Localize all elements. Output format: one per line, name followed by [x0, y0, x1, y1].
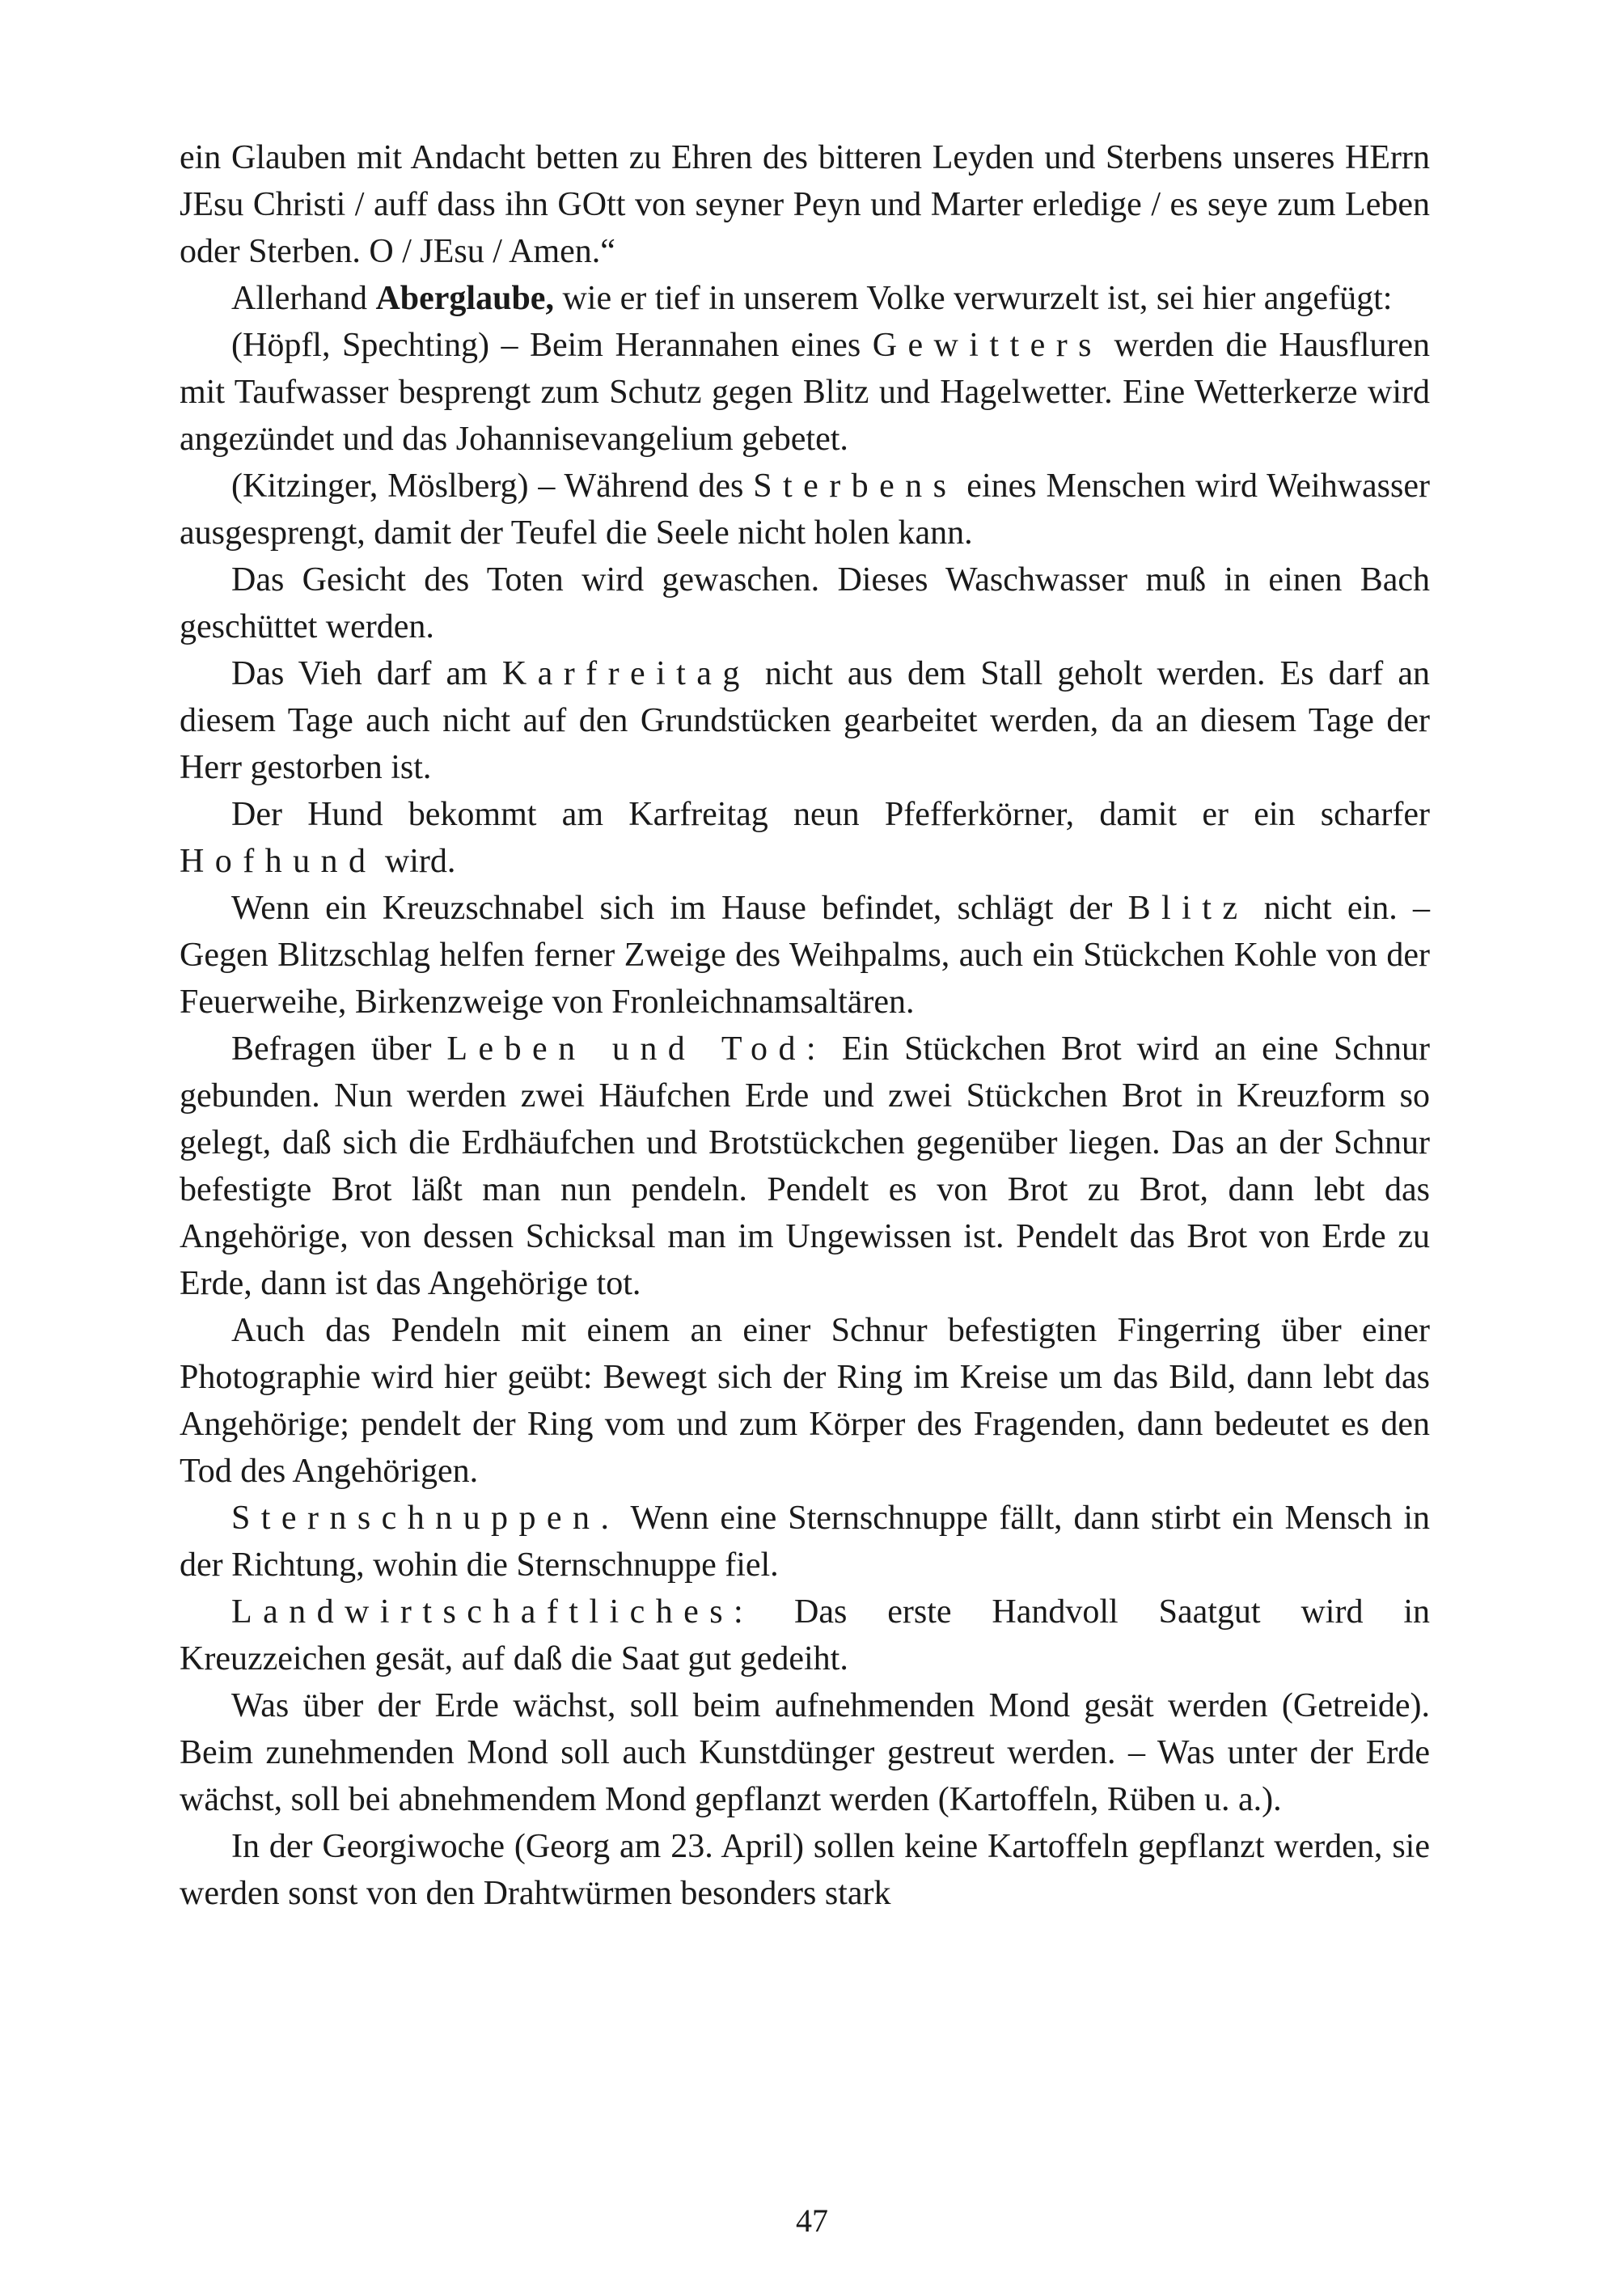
paragraph — [180, 1026, 1430, 1307]
text-run: Auch das Pendeln mit einem an einer Schnur befestigten Fingerring über einer Photographie wird hier geübt: Bewegt sich der Ring im Kreise um das Bild, dann lebt das Angehörige; pendelt der Ring vom und zum Körper des Fragenden, dann bedeutet es den Tod des Angehörigen. — [180, 1312, 1430, 1490]
text-run: wird. — [376, 843, 456, 880]
paragraph — [180, 1589, 1430, 1682]
paragraph — [180, 885, 1430, 1026]
page-number: 47 — [796, 2202, 828, 2239]
text-run: nicht ein. – Gegen Blitzschlag helfen ferner Zweige des Weihpalms, auch ein Stückchen Kohle von der Feuerweihe, Birkenzweige von Fronleichnamsaltären. — [180, 890, 1430, 1021]
paragraph — [180, 463, 1430, 556]
text-run: eines Menschen wird Weihwasser ausgesprengt, damit der Teufel die Seele nicht holen kann. — [180, 467, 1430, 552]
paragraph — [180, 1823, 1430, 1917]
paragraph — [180, 1495, 1430, 1589]
spaced-emphasis: Leben und Tod: — [446, 1030, 827, 1068]
text-run: Das Vieh darf am — [231, 655, 502, 692]
paragraph — [180, 1682, 1430, 1823]
bold-emphasis: Aberglaube, — [375, 280, 554, 317]
text-run: (Höpfl, Spechting) – Beim Herannahen eines — [231, 327, 873, 364]
text-run: Ein Stückchen Brot wird an eine Schnur gebunden. Nun werden zwei Häufchen Erde und zwei Stückchen Brot in Kreuzform so gelegt, daß sich die Erdhäufchen und Brotstückchen gegenüber liegen. Das an der Schnur befestigte Brot läßt man nun pendeln. Pendelt es von Brot zu Brot, dann lebt das Angehörige, von dessen Schicksal man im Ungewissen ist. Pendelt das Brot von Erde zu Erde, dann ist das Angehörige tot. — [180, 1030, 1431, 1302]
paragraph — [180, 322, 1430, 463]
paragraph — [180, 275, 1430, 322]
text-run: Der Hund bekommt am Karfreitag neun Pfefferkörner, damit er ein scharfer — [231, 796, 1430, 833]
paragraph — [180, 556, 1430, 650]
spaced-emphasis: Blitz — [1127, 890, 1249, 927]
page-body — [180, 134, 1430, 1917]
text-run: Allerhand — [231, 280, 376, 317]
text-run: Das erste Handvoll Saatgut wird in Kreuzzeichen gesät, auf daß die Saat gut gedeiht. — [180, 1593, 1430, 1677]
text-run: In der Georgiwoche (Georg am 23. April) sollen keine Kartoffeln gepflanzt werden, sie werden sonst von den Drahtwürmen besonders stark — [180, 1828, 1430, 1912]
text-run: Was über der Erde wächst, soll beim aufnehmenden Mond gesät werden (Getreide). Beim zunehmenden Mond soll auch Kunstdünger gestreut werden. – Was unter der Erde wächst, soll bei abnehmendem Mond gepflanzt werden (Kartoffeln, Rüben u. a.). — [180, 1687, 1430, 1818]
paragraph — [180, 791, 1430, 885]
text-run: werden die Hausfluren mit Taufwasser besprengt zum Schutz gegen Blitz und Hagelwetter. Eine Wetterkerze wird angezündet und das Johannisevangelium gebetet. — [180, 327, 1430, 458]
spaced-emphasis: Hofhund — [180, 843, 377, 880]
spaced-emphasis: Gewitters — [872, 327, 1102, 364]
text-run: Das Gesicht des Toten wird gewaschen. Dieses Waschwasser muß in einen Bach geschüttet werden. — [180, 561, 1430, 645]
paragraph — [180, 1307, 1430, 1495]
paragraph — [180, 650, 1430, 791]
spaced-emphasis: Sterbens — [753, 467, 958, 505]
text-run: ein Glauben mit Andacht betten zu Ehren des bitteren Leyden und Sterbens unseres HErrn JEsu Christi / auff dass ihn GOtt von seyner Peyn und Marter erledige / es seye zum Leben oder Sterben. O / JEsu / Amen.“ — [180, 139, 1430, 270]
spaced-emphasis: Karfreitag — [501, 655, 751, 692]
spaced-emphasis: Landwirtschaftliches: — [231, 1593, 755, 1631]
spaced-emphasis: Sternschnuppen. — [231, 1500, 620, 1537]
text-run: nicht aus dem Stall geholt werden. Es darf an diesem Tage auch nicht auf den Grundstücken gearbeitet werden, da an diesem Tage der Herr gestorben ist. — [180, 655, 1430, 786]
text-run: wie er tief in unserem Volke verwurzelt ist, sei hier angefügt: — [553, 280, 1393, 317]
text-run: (Kitzinger, Möslberg) – Während des — [231, 467, 754, 505]
paragraph — [180, 134, 1430, 275]
text-run: Befragen über — [231, 1030, 447, 1068]
text-run: Wenn eine Sternschnuppe fällt, dann stirbt ein Mensch in der Richtung, wohin die Sternschnuppe fiel. — [180, 1500, 1430, 1584]
text-run: Wenn ein Kreuzschnabel sich im Hause befindet, schlägt der — [231, 890, 1128, 927]
